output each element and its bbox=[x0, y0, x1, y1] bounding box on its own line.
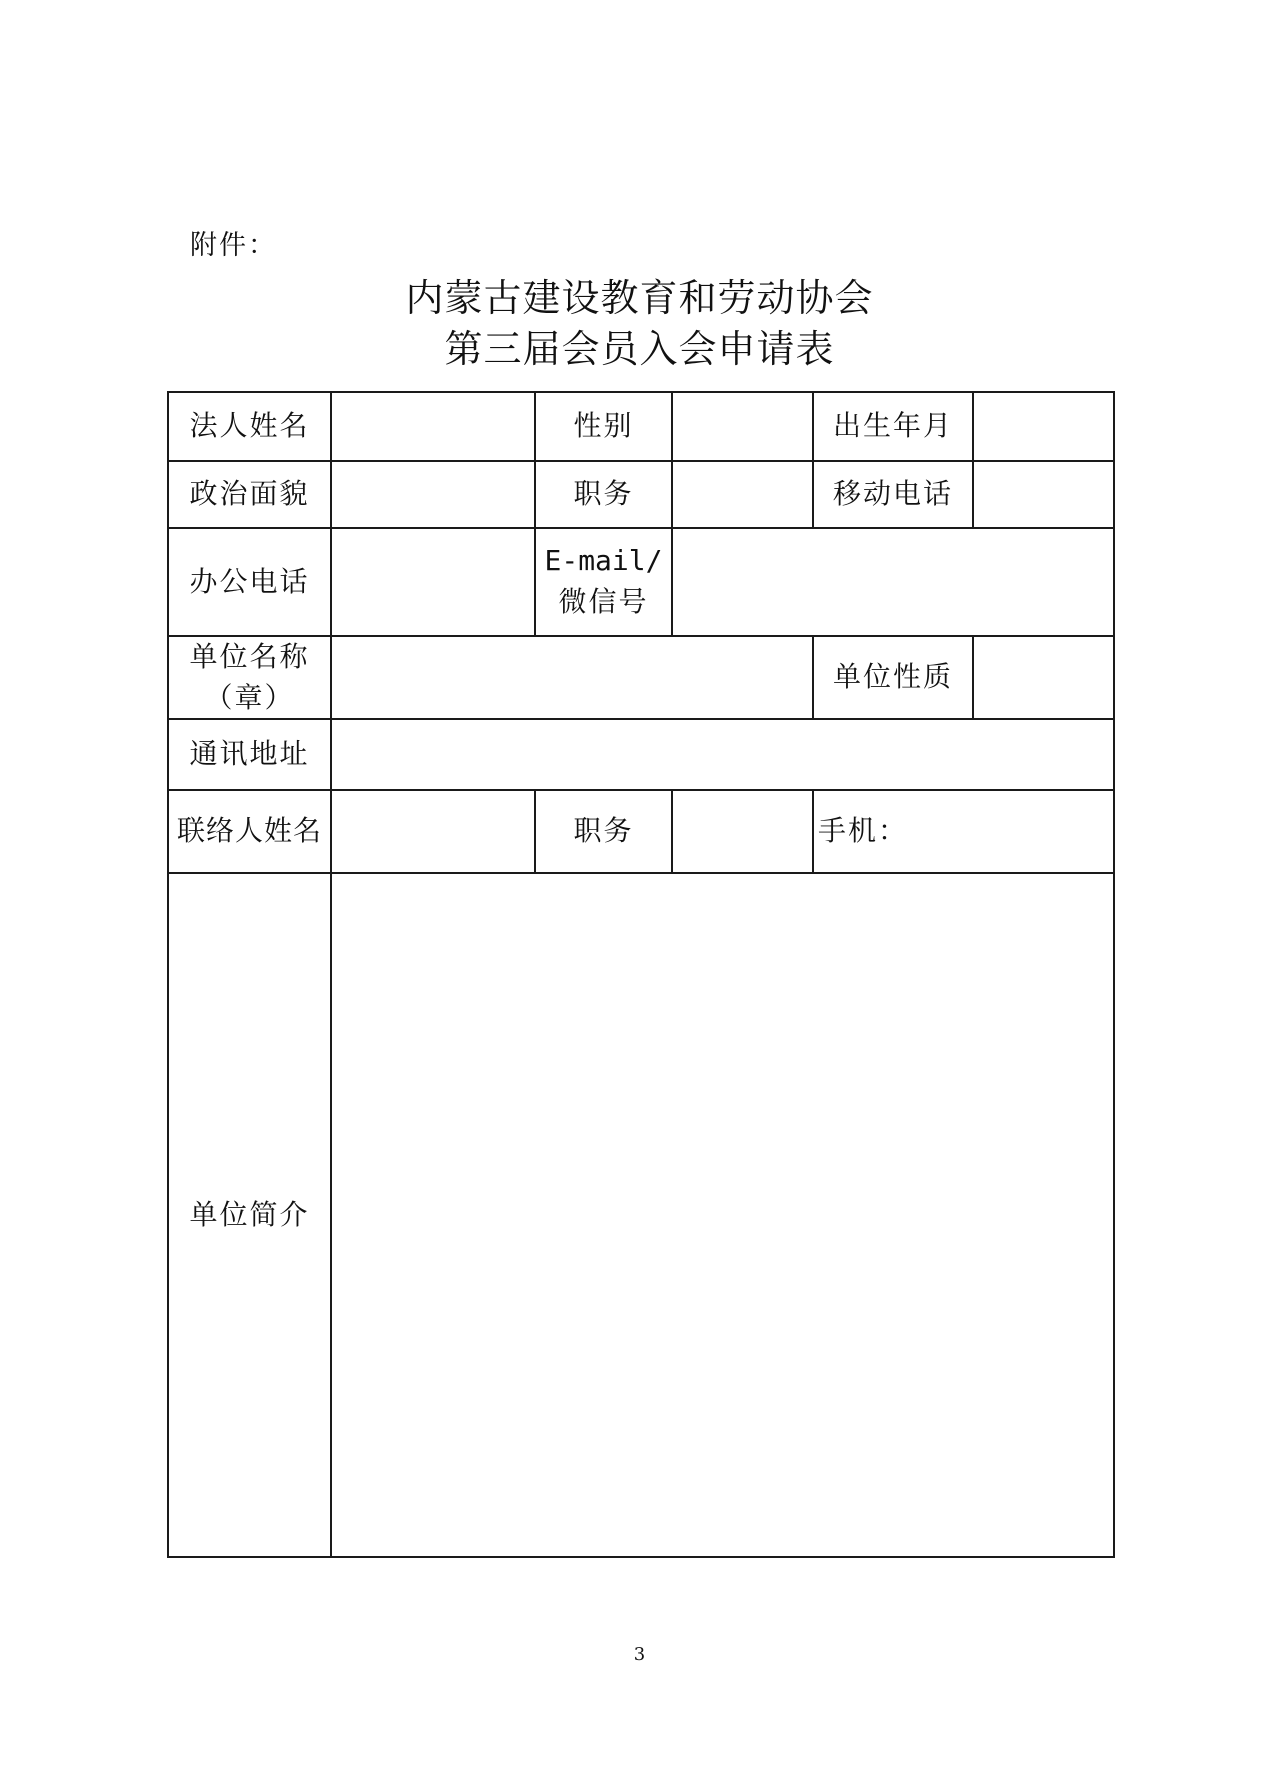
unit-nature-label: 单位性质 bbox=[813, 636, 973, 719]
form-row-unit-intro bbox=[168, 873, 1114, 1557]
form-row-contact bbox=[168, 790, 1114, 873]
form-row-legal-person bbox=[168, 392, 1114, 461]
email-label-line2: 微信号 bbox=[558, 585, 649, 618]
application-form-table bbox=[167, 391, 1115, 1558]
political-field[interactable] bbox=[331, 461, 535, 528]
contact-position-label: 职务 bbox=[535, 790, 672, 873]
form-row-office-phone bbox=[168, 528, 1114, 636]
form-row-unit-name bbox=[168, 636, 1114, 719]
political-label: 政治面貌 bbox=[168, 461, 331, 528]
mobile-label: 移动电话 bbox=[813, 461, 973, 528]
document-title: 内蒙古建设教育和劳动协会 bbox=[405, 276, 874, 320]
cellphone-label: 手机： bbox=[818, 814, 909, 848]
email-field[interactable] bbox=[672, 528, 1114, 636]
contact-name-field[interactable] bbox=[331, 790, 535, 873]
position-field[interactable] bbox=[672, 461, 813, 528]
legal-name-label: 法人姓名 bbox=[168, 392, 331, 461]
birth-field[interactable] bbox=[973, 392, 1114, 461]
email-label-line1: E-mail/ bbox=[544, 544, 663, 578]
attachment-label: 附件： bbox=[190, 230, 277, 261]
document-subtitle: 第三届会员入会申请表 bbox=[444, 327, 835, 371]
gender-label: 性别 bbox=[535, 392, 672, 461]
contact-name-label: 联络人姓名 bbox=[168, 790, 331, 873]
form-row-political bbox=[168, 461, 1114, 528]
mobile-field[interactable] bbox=[973, 461, 1114, 528]
unit-name-label-line2: （章） bbox=[204, 680, 295, 714]
page-number: 3 bbox=[633, 1644, 646, 1665]
birth-label: 出生年月 bbox=[813, 392, 973, 461]
office-phone-label: 办公电话 bbox=[168, 528, 331, 636]
unit-intro-field[interactable] bbox=[331, 873, 1114, 1557]
unit-nature-field[interactable] bbox=[973, 636, 1114, 719]
gender-field[interactable] bbox=[672, 392, 813, 461]
position-label: 职务 bbox=[535, 461, 672, 528]
email-label bbox=[535, 528, 672, 636]
cellphone-field[interactable] bbox=[813, 790, 1114, 873]
address-field[interactable] bbox=[331, 719, 1114, 790]
form-row-address bbox=[168, 719, 1114, 790]
contact-position-field[interactable] bbox=[672, 790, 813, 873]
unit-name-field[interactable] bbox=[331, 636, 813, 719]
address-label: 通讯地址 bbox=[168, 719, 331, 790]
unit-intro-label: 单位简介 bbox=[168, 873, 331, 1557]
legal-name-field[interactable] bbox=[331, 392, 535, 461]
office-phone-field[interactable] bbox=[331, 528, 535, 636]
unit-name-label-line1: 单位名称 bbox=[189, 640, 310, 673]
unit-name-label bbox=[168, 636, 331, 719]
